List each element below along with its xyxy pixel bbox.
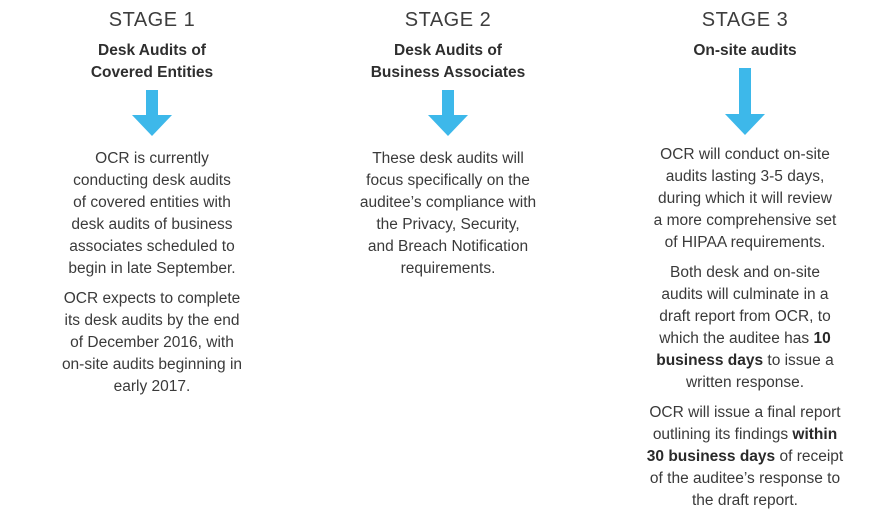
stage-3-paragraph-2-text-end: to issue a written response. bbox=[685, 352, 834, 391]
stage-3-paragraph-3-text: OCR will issue a final report outlining its findings bbox=[649, 404, 841, 443]
stage-3-paragraph-2 bbox=[656, 262, 833, 394]
stage-3-paragraph-2-emphasis: 10 business days bbox=[656, 330, 831, 369]
stage-3-paragraph-3-emphasis: within 30 business days bbox=[646, 426, 838, 465]
stage-3-paragraph-1: OCR will conduct on-site audits lasting 3-5 days, during which it will review a more comprehensive set of HIPAA requirements. bbox=[653, 146, 837, 251]
stage-1-label: STAGE 1 bbox=[108, 9, 196, 31]
stage-2-paragraph-1: These desk audits will focus specifically on the auditee’s compliance with the Privacy, Security, and Breach Notification requirements. bbox=[359, 150, 537, 277]
stage-3-paragraph-3-text-end: of receipt of the auditee’s response to the draft report. bbox=[649, 448, 844, 509]
stage-3-subtitle: On-site audits bbox=[693, 42, 797, 59]
stage-3-paragraph-2-text: Both desk and on-site audits will culminate in a draft report from OCR, to which the auditee has bbox=[659, 264, 831, 347]
stage-1-column bbox=[22, 0, 282, 398]
stage-2-column bbox=[318, 0, 578, 280]
stage-3-label: STAGE 3 bbox=[701, 9, 789, 31]
stage-1-subtitle: Desk Audits of Covered Entities bbox=[90, 42, 214, 81]
stage-3-column bbox=[614, 0, 876, 512]
stage-2-subtitle: Desk Audits of Business Associates bbox=[370, 42, 526, 81]
stage-1-paragraph-2: OCR expects to complete its desk audits by the end of December 2016, with on-site audits beginning in early 2017. bbox=[61, 290, 243, 395]
stage-3-paragraph-3 bbox=[647, 402, 843, 512]
stage-1-paragraph-1: OCR is currently conducting desk audits of covered entities with desk audits of business associates scheduled to begin in late September. bbox=[68, 150, 236, 277]
arrow-down-icon bbox=[725, 68, 765, 138]
stage-2-label: STAGE 2 bbox=[404, 9, 492, 31]
arrow-down-icon bbox=[132, 90, 172, 138]
arrow-down-icon bbox=[428, 90, 468, 138]
